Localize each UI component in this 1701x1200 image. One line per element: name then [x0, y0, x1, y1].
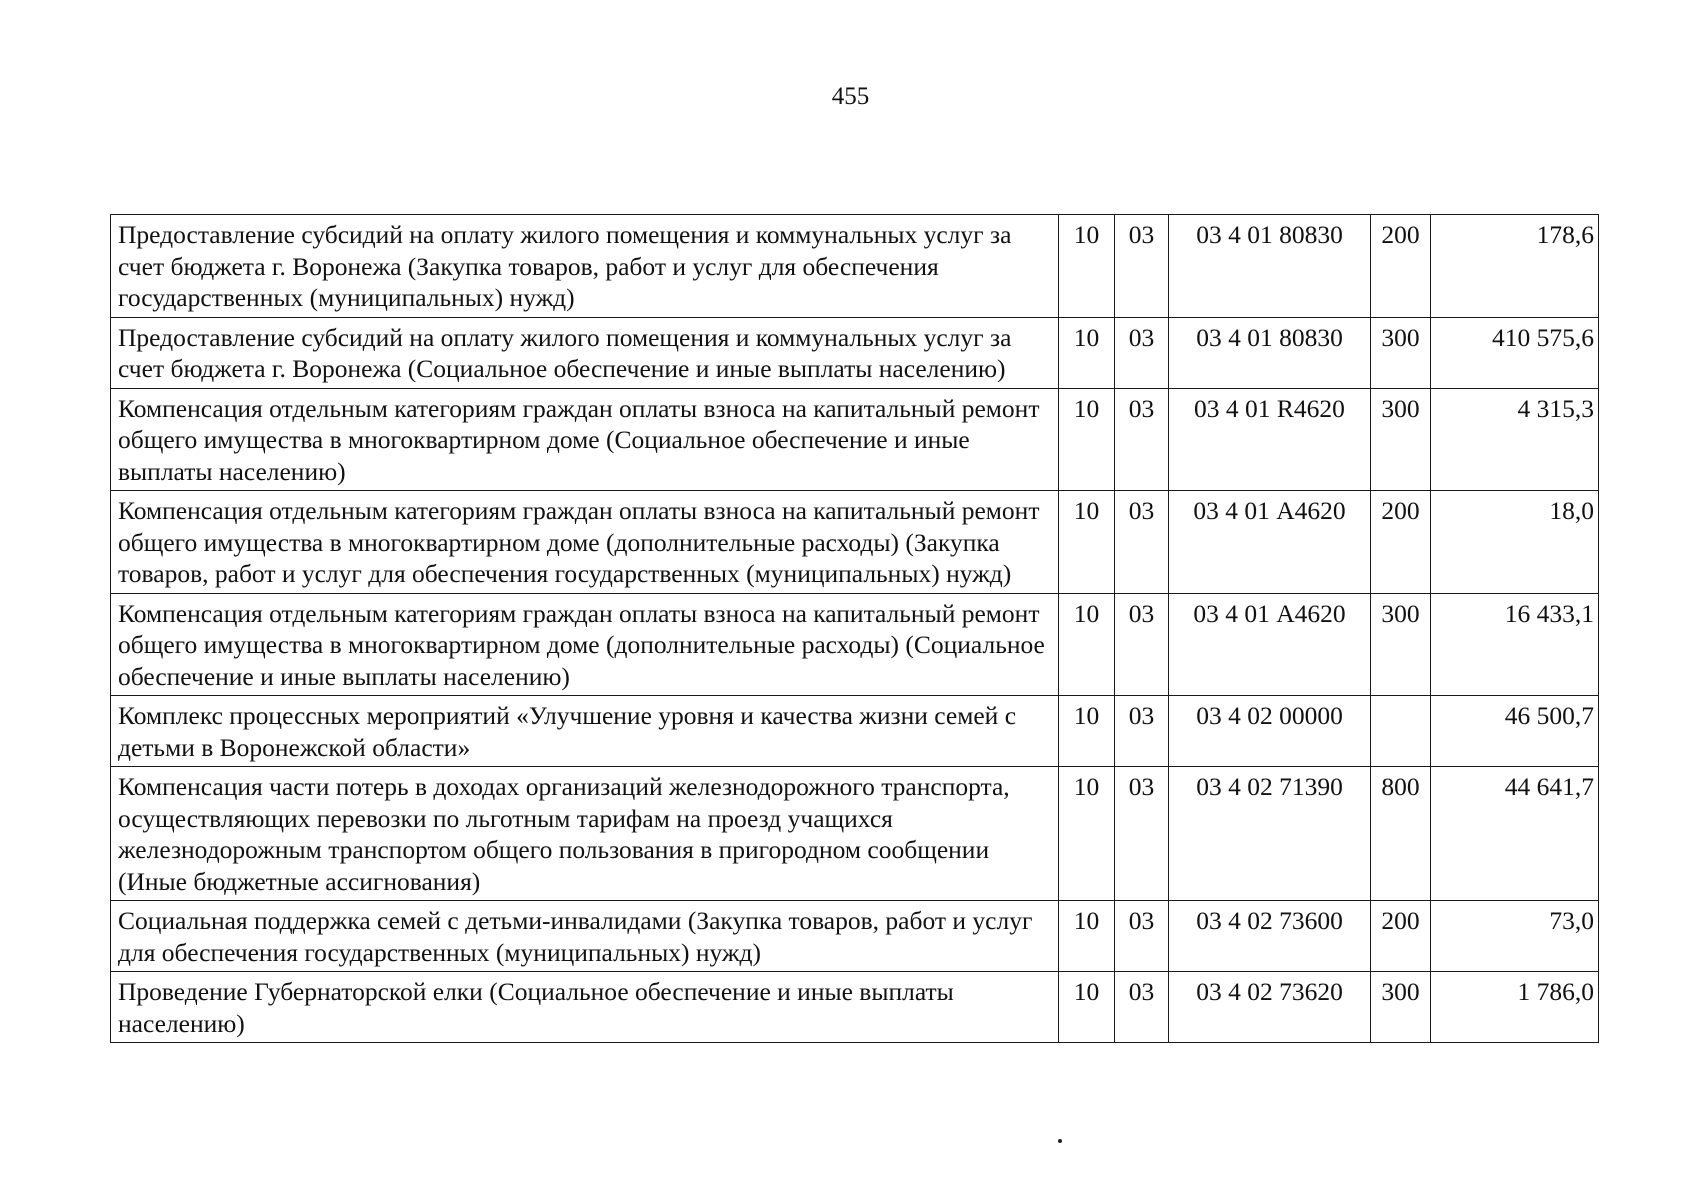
row-description: Предоставление субсидий на оплату жилого помещения и коммунальных услуг за счет бюджета г. Воронежа (Закупка товаров, работ и услуг для обеспечения государственных (муниципальных) нужд) [111, 215, 1059, 318]
row-section-code: 10 [1059, 901, 1115, 972]
row-amount: 410 575,6 [1431, 317, 1599, 388]
row-description: Компенсация отдельным категориям граждан оплаты взноса на капитальный ремонт общего имущества в многоквартирном доме (Социальное обеспечение и иные выплаты населению) [111, 388, 1059, 491]
row-target-article-code: 03 4 01 80830 [1169, 317, 1371, 388]
row-expense-type-code: 800 [1371, 767, 1431, 901]
row-target-article-code: 03 4 02 00000 [1169, 696, 1371, 767]
row-description: Проведение Губернаторской елки (Социальное обеспечение и иные выплаты населению) [111, 972, 1059, 1043]
row-section-code: 10 [1059, 972, 1115, 1043]
table-row [111, 593, 1599, 696]
row-subsection-code: 03 [1115, 491, 1169, 594]
page-number: 455 [831, 83, 870, 110]
row-target-article-code: 03 4 01 А4620 [1169, 491, 1371, 594]
row-section-code: 10 [1059, 593, 1115, 696]
row-description: Компенсация части потерь в доходах организаций железнодорожного транспорта, осуществляющих перевозки по льготным тарифам на проезд учащихся железнодорожным транспортом общего пользования в пригородном сообщении (Иные бюджетные ассигнования) [111, 767, 1059, 901]
row-section-code: 10 [1059, 767, 1115, 901]
row-expense-type-code: 200 [1371, 491, 1431, 594]
row-section-code: 10 [1059, 317, 1115, 388]
table-row [111, 972, 1599, 1043]
row-expense-type-code: 200 [1371, 215, 1431, 318]
row-section-code: 10 [1059, 696, 1115, 767]
row-target-article-code: 03 4 01 R4620 [1169, 388, 1371, 491]
row-expense-type-code: 300 [1371, 317, 1431, 388]
row-section-code: 10 [1059, 491, 1115, 594]
table-row [111, 901, 1599, 972]
row-amount: 73,0 [1431, 901, 1599, 972]
row-subsection-code: 03 [1115, 388, 1169, 491]
row-section-code: 10 [1059, 215, 1115, 318]
row-amount: 178,6 [1431, 215, 1599, 318]
budget-table [110, 214, 1599, 1043]
row-amount: 18,0 [1431, 491, 1599, 594]
row-target-article-code: 03 4 01 80830 [1169, 215, 1371, 318]
row-amount: 1 786,0 [1431, 972, 1599, 1043]
row-target-article-code: 03 4 02 71390 [1169, 767, 1371, 901]
row-subsection-code: 03 [1115, 593, 1169, 696]
table-row [111, 388, 1599, 491]
row-description: Компенсация отдельным категориям граждан оплаты взноса на капитальный ремонт общего имущества в многоквартирном доме (дополнительные расходы) (Социальное обеспечение и иные выплаты населению) [111, 593, 1059, 696]
row-target-article-code: 03 4 01 А4620 [1169, 593, 1371, 696]
row-amount: 16 433,1 [1431, 593, 1599, 696]
table-row [111, 696, 1599, 767]
row-amount: 44 641,7 [1431, 767, 1599, 901]
row-subsection-code: 03 [1115, 215, 1169, 318]
row-subsection-code: 03 [1115, 317, 1169, 388]
budget-table-body [111, 215, 1599, 1043]
row-section-code: 10 [1059, 388, 1115, 491]
row-subsection-code: 03 [1115, 972, 1169, 1043]
row-subsection-code: 03 [1115, 696, 1169, 767]
row-subsection-code: 03 [1115, 901, 1169, 972]
scan-speck [1058, 1139, 1062, 1143]
table-row [111, 215, 1599, 318]
table-row [111, 767, 1599, 901]
table-row [111, 317, 1599, 388]
row-target-article-code: 03 4 02 73600 [1169, 901, 1371, 972]
row-expense-type-code: 200 [1371, 901, 1431, 972]
row-expense-type-code [1371, 696, 1431, 767]
row-description: Комплекс процессных мероприятий «Улучшение уровня и качества жизни семей с детьми в Воронежской области» [111, 696, 1059, 767]
row-expense-type-code: 300 [1371, 972, 1431, 1043]
row-description: Социальная поддержка семей с детьми-инвалидами (Закупка товаров, работ и услуг для обеспечения государственных (муниципальных) нужд) [111, 901, 1059, 972]
row-amount: 46 500,7 [1431, 696, 1599, 767]
table-row [111, 491, 1599, 594]
row-description: Предоставление субсидий на оплату жилого помещения и коммунальных услуг за счет бюджета г. Воронежа (Социальное обеспечение и иные выплаты населению) [111, 317, 1059, 388]
row-amount: 4 315,3 [1431, 388, 1599, 491]
row-subsection-code: 03 [1115, 767, 1169, 901]
row-description: Компенсация отдельным категориям граждан оплаты взноса на капитальный ремонт общего имущества в многоквартирном доме (дополнительные расходы) (Закупка товаров, работ и услуг для обеспечения государственных (муниципальных) нужд) [111, 491, 1059, 594]
row-expense-type-code: 300 [1371, 388, 1431, 491]
row-expense-type-code: 300 [1371, 593, 1431, 696]
row-target-article-code: 03 4 02 73620 [1169, 972, 1371, 1043]
